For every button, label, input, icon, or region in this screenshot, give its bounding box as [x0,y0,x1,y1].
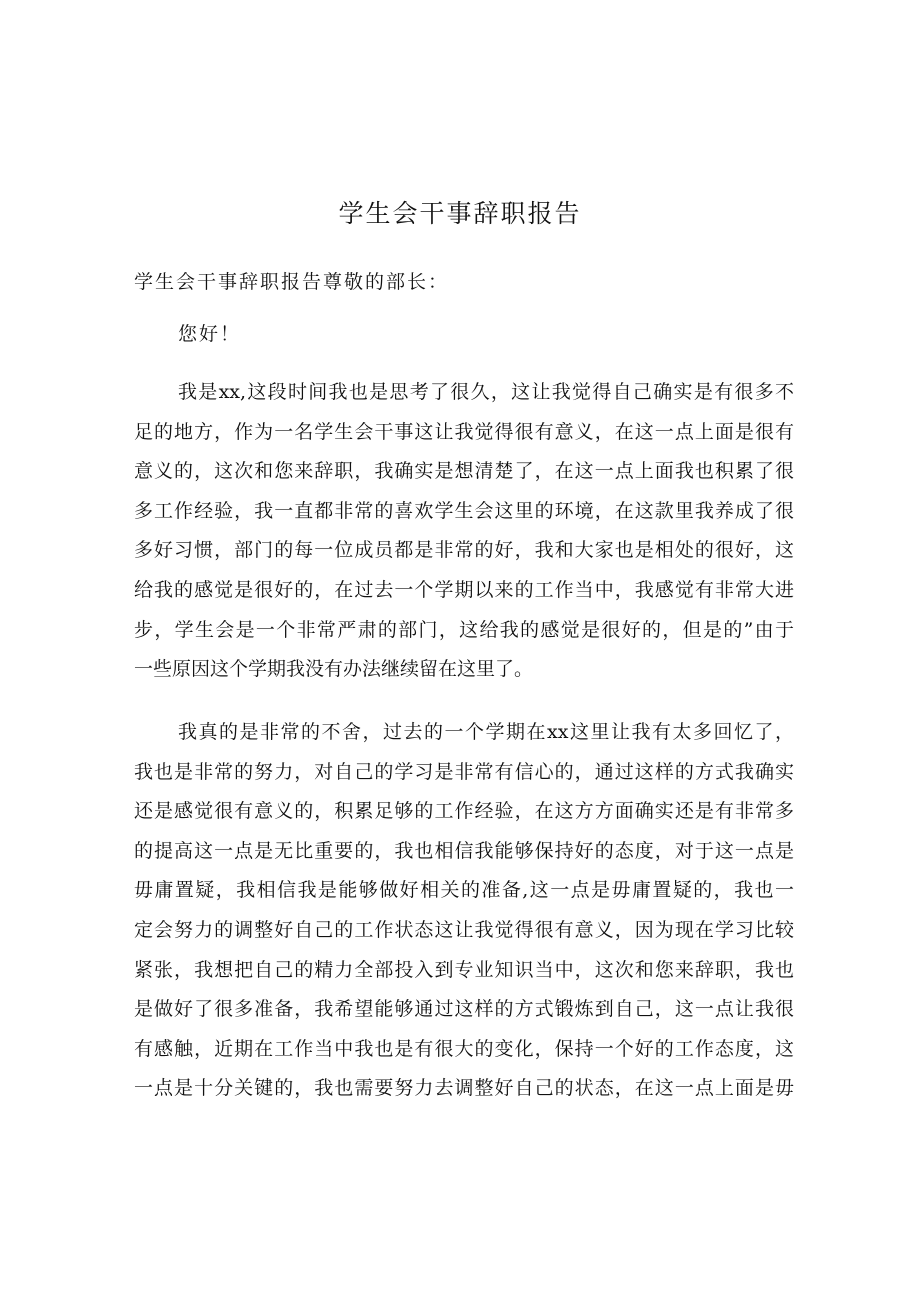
body-paragraph-2 [134,713,794,1109]
paragraph-line: 给我的感觉是很好的，在过去一个学期以来的工作当中，我感觉有非常大进 [134,578,794,601]
body-paragraph-1 [134,373,794,690]
paragraph-line: 有感触，近期在工作当中我也是有很大的变化，保持一个好的工作态度，这 [134,1037,794,1060]
paragraph-line: 毋庸置疑，我相信我是能够做好相关的准备,这一点是毋庸置疑的，我也一 [134,879,794,902]
paragraph-line: 意义的，这次和您来辞职，我确实是想清楚了，在这一点上面我也积累了很 [134,460,794,483]
paragraph-line: 多好习惯，部门的每一位成员都是非常的好，我和大家也是相处的很好，这 [134,539,794,562]
paragraph-line: 定会努力的调整好自己的工作状态这让我觉得很有意义，因为现在学习比较 [134,918,794,941]
paragraph-line: 足的地方，作为一名学生会干事这让我觉得很有意义，在这一点上面是很有 [134,420,794,443]
paragraph-line: 还是感觉很有意义的，积累足够的工作经验，在这方方面确实还是有非常多 [134,800,794,823]
paragraph-line: 我也是非常的努力，对自己的学习是非常有信心的，通过这样的方式我确实 [134,760,794,783]
paragraph-line: 多工作经验，我一直都非常的喜欢学生会这里的环境，在这款里我养成了很 [134,499,794,522]
paragraph-line: 是做好了很多准备，我希望能够通过这样的方式锻炼到自己，这一点让我很 [134,998,794,1021]
greeting: 您好！ [178,323,242,345]
paragraph-line: 一些原因这个学期我没有办法继续留在这里了。 [134,658,534,681]
paragraph-line: 我是xx,这段时间我也是思考了很久，这让我觉得自己确实是有很多不 [178,381,794,403]
paragraph-line: 的提高这一点是无比重要的，我也相信我能够保持好的态度，对于这一点是 [134,839,794,862]
paragraph-line: 我真的是非常的不舍，过去的一个学期在xx这里让我有太多回忆了， [178,721,794,743]
paragraph-line: 步，学生会是一个非常严肃的部门，这给我的感觉是很好的，但是的”由于 [134,618,794,641]
paragraph-line: 一点是十分关键的，我也需要努力去调整好自己的状态，在这一点上面是毋 [134,1077,794,1100]
salutation: 学生会干事辞职报告尊敬的部长： [134,271,450,293]
document-title: 学生会干事辞职报告 [338,199,582,228]
paragraph-line: 紧张，我想把自己的精力全部投入到专业知识当中，这次和您来辞职，我也 [134,958,794,981]
